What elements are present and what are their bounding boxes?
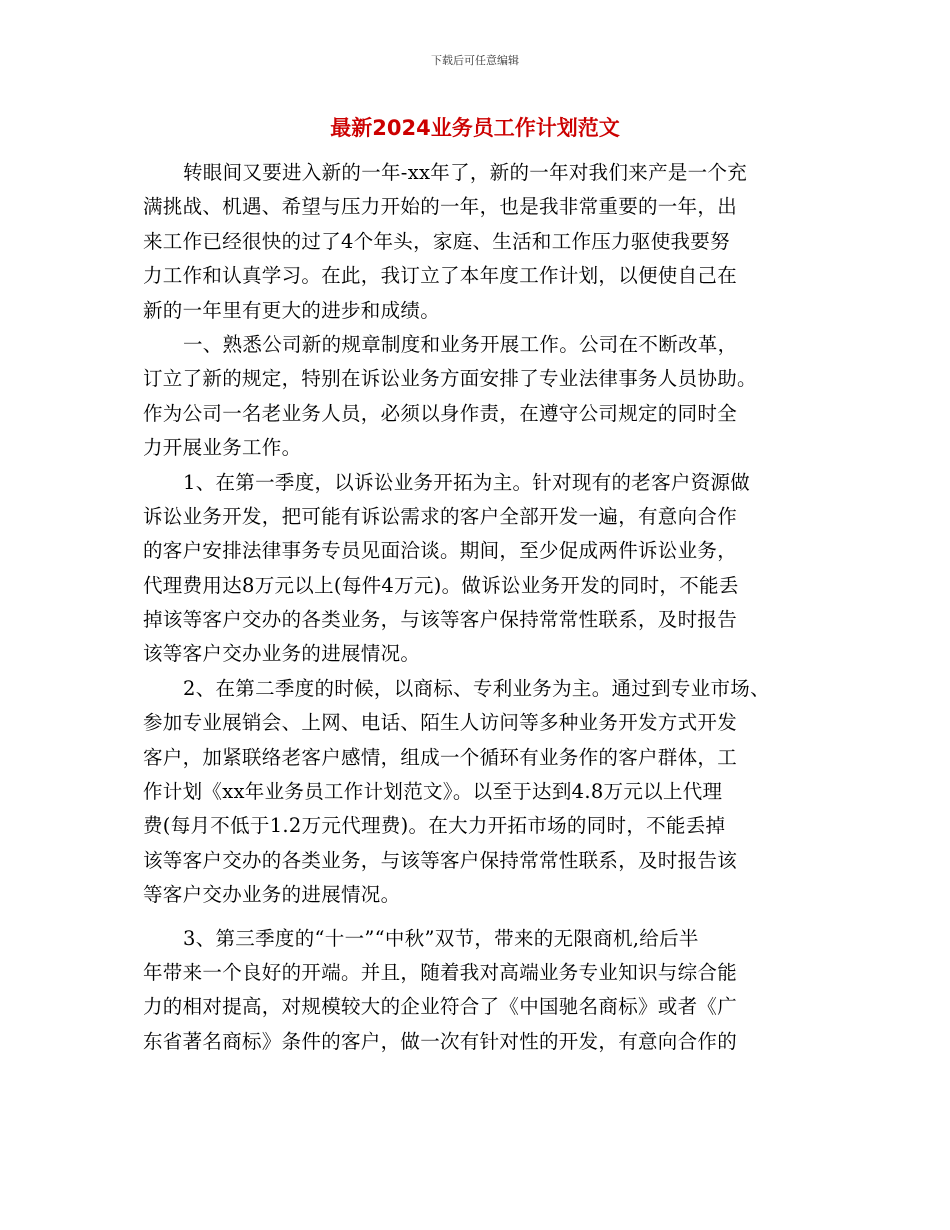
text-line: 3、第三季度的“十一”“中秋”双节，带来的无限商机,给后半 xyxy=(183,926,699,950)
text-line: 作为公司一名老业务人员，必须以身作责，在遵守公司规定的同时全 xyxy=(143,401,738,425)
text-line: 作计划《xx年业务员工作计划范文》。以至于达到4.8万元以上代理 xyxy=(143,780,723,804)
document-title: 最新2024业务员工作计划范文 xyxy=(330,116,620,140)
text-line: 订立了新的规定，特别在诉讼业务方面安排了专业法律事务人员协助。 xyxy=(143,367,757,391)
text-line: 力开展业务工作。 xyxy=(143,436,302,460)
document-body xyxy=(143,156,823,1059)
text-line: 转眼间又要进入新的一年-xx年了，新的一年对我们来产是一个充 xyxy=(183,161,748,184)
paragraph-quarter-two xyxy=(143,672,823,913)
text-line: 东省著名商标》条件的客户，做一次有针对性的开发，有意向合作的 xyxy=(143,1029,738,1053)
text-line: 新的一年里有更大的进步和成绩。 xyxy=(143,298,441,322)
text-line: 力的相对提高，对规模较大的企业符合了《中国驰名商标》或者《广 xyxy=(143,995,738,1019)
text-line: 来工作已经很快的过了4个年头，家庭、生活和工作压力驱使我要努 xyxy=(143,229,730,253)
paragraph-intro xyxy=(143,156,823,328)
text-line: 满挑战、机遇、希望与压力开始的一年，也是我非常重要的一年，出 xyxy=(143,195,738,219)
text-line: 参加专业展销会、上网、电话、陌生人访问等多种业务开发方式开发 xyxy=(143,711,738,735)
paragraph-quarter-one xyxy=(143,466,823,672)
text-line: 一、熟悉公司新的规章制度和业务开展工作。公司在不断改革， xyxy=(183,332,738,356)
text-line: 诉讼业务开发，把可能有诉讼需求的客户全部开发一遍，有意向合作 xyxy=(143,504,738,528)
text-line: 力工作和认真学习。在此，我订立了本年度工作计划，以便使自己在 xyxy=(143,264,738,288)
text-line: 年带来一个良好的开端。并且，随着我对高端业务专业知识与综合能 xyxy=(143,960,738,984)
text-line: 掉该等客户交办的各类业务，与该等客户保持常常性联系，及时报告 xyxy=(143,608,738,632)
paragraph-spacer xyxy=(143,913,823,922)
text-line: 2、在第二季度的时候，以商标、专利业务为主。通过到专业市场、 xyxy=(183,676,770,700)
text-line: 1、在第一季度，以诉讼业务开拓为主。针对现有的老客户资源做 xyxy=(183,470,751,494)
text-line: 该等客户交办业务的进展情况。 xyxy=(143,642,421,666)
text-line: 该等客户交办的各类业务，与该等客户保持常常性联系，及时报告该 xyxy=(143,848,738,872)
text-line: 费(每月不低于1.2万元代理费)。在大力开拓市场的同时，不能丢掉 xyxy=(143,814,726,838)
paragraph-quarter-three xyxy=(143,922,823,1060)
text-line: 代理费用达8万元以上(每件4万元)。做诉讼业务开发的同时，不能丢 xyxy=(143,573,739,597)
text-line: 的客户安排法律事务专员见面洽谈。期间，至少促成两件诉讼业务， xyxy=(143,539,738,563)
paragraph-section-one xyxy=(143,328,823,466)
text-line: 客户，加紧联络老客户感情，组成一个循环有业务作的客户群体，工 xyxy=(143,745,738,769)
page-header: 下载后可任意编辑 xyxy=(431,54,519,67)
text-line: 等客户交办业务的进展情况。 xyxy=(143,883,401,907)
